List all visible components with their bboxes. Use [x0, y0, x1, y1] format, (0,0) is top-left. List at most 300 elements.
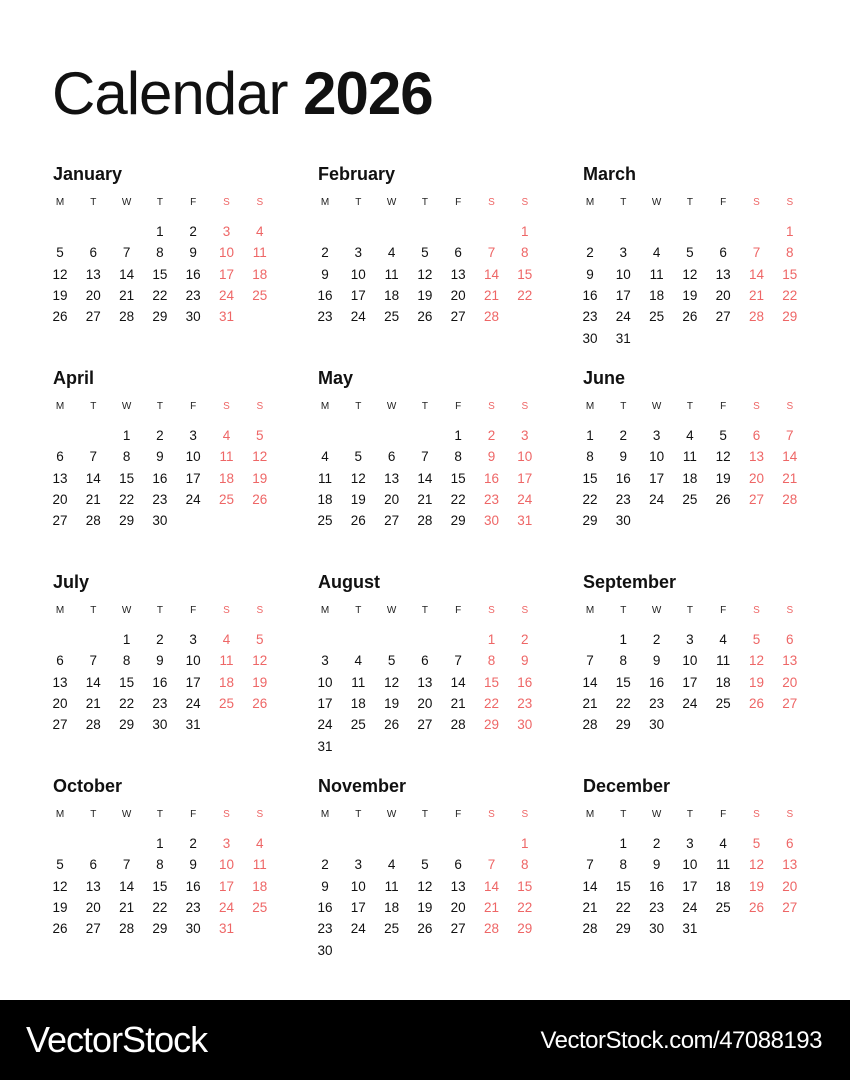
month-name: February — [318, 164, 396, 184]
day-cell: 7 — [89, 449, 98, 465]
weekday-header: T — [156, 605, 163, 616]
day-cell: 25 — [218, 695, 235, 711]
day-cell: 2 — [586, 245, 594, 261]
day-cell: 28 — [85, 513, 101, 529]
day-cell: 22 — [152, 287, 168, 303]
day-cell: 28 — [417, 513, 433, 529]
day-cell: 9 — [156, 653, 164, 669]
weekday-header: W — [121, 605, 132, 616]
day-cell: 20 — [450, 899, 466, 915]
day-cell: 15 — [119, 674, 135, 690]
day-cell: 26 — [252, 695, 268, 711]
day-cell: 17 — [517, 470, 533, 486]
day-cell: 12 — [52, 878, 68, 894]
weekday-header: W — [121, 401, 132, 412]
day-cell: 1 — [122, 632, 131, 647]
title-year: 2026 — [303, 60, 433, 127]
day-cell: 7 — [454, 653, 462, 669]
weekday-header: M — [585, 197, 595, 208]
day-cell: 7 — [122, 245, 131, 261]
day-cell: 24 — [682, 695, 698, 711]
day-cell: 5 — [387, 653, 396, 669]
day-cell: 22 — [517, 287, 533, 303]
day-cell: 7 — [786, 428, 794, 443]
day-cell: 13 — [782, 653, 798, 669]
day-cell: 15 — [517, 266, 533, 282]
day-cell: 27 — [85, 309, 101, 325]
day-cell: 23 — [317, 921, 333, 937]
day-cell: 8 — [521, 245, 529, 261]
weekday-header: T — [90, 809, 97, 820]
day-cell: 18 — [384, 899, 400, 915]
day-cell: 31 — [615, 330, 631, 346]
day-cell: 7 — [586, 653, 594, 669]
day-cell: 6 — [89, 857, 98, 873]
day-cell: 22 — [582, 491, 598, 507]
day-cell: 17 — [615, 287, 631, 303]
day-cell: 23 — [483, 491, 500, 507]
weekday-header: T — [156, 809, 163, 820]
footer-bar — [0, 1000, 850, 1080]
day-cell: 9 — [586, 266, 594, 282]
day-cell: 14 — [85, 674, 101, 690]
day-cell: 1 — [156, 224, 164, 239]
day-cell: 6 — [454, 245, 462, 261]
day-cell: 27 — [715, 309, 731, 325]
day-cell: 1 — [619, 632, 628, 647]
day-cell: 15 — [582, 470, 598, 486]
day-cell: 10 — [615, 266, 631, 282]
weekday-header: F — [190, 605, 197, 616]
month-name: September — [583, 572, 677, 592]
day-cell: 31 — [682, 921, 698, 937]
day-cell: 19 — [52, 899, 68, 915]
weekday-header: F — [720, 197, 727, 208]
day-cell: 18 — [649, 287, 665, 303]
day-cell: 27 — [52, 717, 68, 733]
day-cell: 22 — [119, 695, 135, 711]
day-cell: 3 — [321, 653, 329, 669]
day-cell: 11 — [252, 245, 267, 261]
day-cell: 15 — [119, 470, 135, 486]
day-cell: 4 — [686, 428, 694, 443]
day-cell: 2 — [321, 857, 329, 873]
day-cell: 3 — [686, 836, 694, 851]
day-cell: 7 — [421, 449, 429, 465]
day-cell: 2 — [189, 224, 197, 239]
day-cell: 26 — [417, 921, 433, 937]
day-cell: 23 — [649, 899, 665, 915]
day-cell: 11 — [384, 878, 399, 894]
day-cell: 9 — [652, 653, 661, 669]
day-cell: 31 — [517, 513, 533, 529]
day-cell: 22 — [615, 899, 631, 915]
weekday-header: S — [223, 197, 230, 208]
weekday-header: S — [786, 197, 794, 208]
day-cell: 21 — [119, 287, 135, 303]
day-cell: 20 — [85, 899, 101, 915]
day-cell: 30 — [649, 921, 665, 937]
weekday-header: W — [386, 605, 397, 616]
day-cell: 14 — [582, 674, 598, 690]
day-cell: 25 — [715, 695, 731, 711]
day-cell: 28 — [582, 717, 598, 733]
day-cell: 13 — [450, 266, 466, 282]
day-cell: 19 — [417, 287, 433, 303]
weekday-header: W — [651, 401, 662, 412]
day-cell: 12 — [52, 266, 68, 282]
weekday-header: T — [156, 401, 163, 412]
day-cell: 3 — [686, 632, 694, 647]
day-cell: 12 — [417, 878, 433, 894]
day-cell: 2 — [652, 632, 661, 647]
weekday-header: M — [55, 197, 65, 208]
day-cell: 1 — [156, 836, 164, 851]
day-cell: 10 — [682, 857, 698, 873]
day-cell: 19 — [384, 695, 400, 711]
month-name: January — [53, 164, 123, 184]
day-cell: 16 — [152, 470, 168, 486]
weekday-header: F — [455, 197, 462, 208]
day-cell: 4 — [387, 857, 396, 873]
day-cell: 2 — [652, 836, 661, 851]
day-cell: 11 — [716, 857, 731, 873]
day-cell: 20 — [384, 491, 400, 507]
day-cell: 10 — [317, 674, 333, 690]
weekday-header: W — [121, 197, 132, 208]
weekday-header: S — [786, 809, 794, 820]
day-cell: 28 — [582, 921, 598, 937]
weekday-header: T — [686, 605, 693, 616]
day-cell: 6 — [786, 632, 794, 647]
day-cell: 19 — [748, 878, 765, 894]
day-cell: 13 — [450, 878, 466, 894]
day-cell: 6 — [89, 245, 98, 261]
weekday-header: T — [355, 809, 362, 820]
day-cell: 27 — [417, 717, 433, 733]
weekday-header: W — [386, 197, 397, 208]
day-cell: 15 — [152, 266, 168, 282]
weekday-header: W — [651, 605, 662, 616]
weekday-header: T — [620, 197, 627, 208]
day-cell: 12 — [748, 857, 765, 873]
day-cell: 14 — [483, 878, 500, 894]
weekday-header: F — [455, 809, 462, 820]
day-cell: 8 — [619, 653, 628, 669]
weekday-header: S — [256, 605, 264, 616]
day-cell: 14 — [85, 470, 101, 486]
day-cell: 10 — [185, 449, 201, 465]
weekday-header: S — [753, 605, 760, 616]
day-cell: 21 — [582, 695, 598, 711]
day-cell: 19 — [715, 470, 731, 486]
day-cell: 25 — [252, 899, 268, 915]
day-cell: 15 — [615, 878, 631, 894]
day-cell: 28 — [483, 309, 500, 325]
day-cell: 12 — [384, 674, 400, 690]
day-cell: 21 — [85, 491, 101, 507]
day-cell: 8 — [122, 449, 131, 465]
day-cell: 17 — [350, 899, 366, 915]
weekday-header: S — [223, 401, 230, 412]
day-cell: 26 — [748, 695, 765, 711]
day-cell: 5 — [256, 632, 264, 647]
day-cell: 24 — [517, 491, 533, 507]
weekday-header: S — [753, 401, 760, 412]
day-cell: 26 — [52, 921, 68, 937]
day-cell: 7 — [752, 245, 761, 261]
day-cell: 20 — [748, 470, 765, 486]
day-cell: 1 — [122, 428, 131, 443]
weekday-header: T — [90, 197, 97, 208]
day-cell: 12 — [252, 449, 268, 465]
day-cell: 18 — [682, 470, 698, 486]
day-cell: 14 — [119, 266, 135, 282]
day-cell: 5 — [421, 857, 429, 873]
day-cell: 6 — [387, 449, 396, 465]
day-cell: 6 — [454, 857, 462, 873]
day-cell: 7 — [89, 653, 98, 669]
day-cell: 2 — [189, 836, 197, 851]
day-cell: 18 — [350, 695, 366, 711]
weekday-header: W — [651, 809, 662, 820]
weekday-header: F — [720, 809, 727, 820]
day-cell: 1 — [619, 836, 628, 851]
brand-logo: VectorStock — [26, 1019, 208, 1060]
day-cell: 24 — [185, 695, 201, 711]
day-cell: 11 — [317, 470, 332, 486]
day-cell: 18 — [252, 266, 268, 282]
day-cell: 12 — [748, 653, 765, 669]
day-cell: 21 — [417, 491, 433, 507]
day-cell: 31 — [218, 921, 235, 937]
day-cell: 8 — [786, 245, 794, 261]
day-cell: 2 — [156, 632, 164, 647]
weekday-header: M — [585, 605, 595, 616]
day-cell: 30 — [152, 513, 168, 529]
weekday-header: T — [355, 197, 362, 208]
day-cell: 5 — [719, 428, 727, 443]
day-cell: 11 — [219, 653, 234, 669]
day-cell: 8 — [487, 653, 496, 669]
day-cell: 13 — [85, 878, 101, 894]
day-cell: 4 — [321, 449, 329, 465]
day-cell: 21 — [85, 695, 101, 711]
day-cell: 23 — [517, 695, 533, 711]
day-cell: 3 — [189, 428, 197, 443]
day-cell: 30 — [152, 717, 168, 733]
day-cell: 18 — [218, 674, 235, 690]
day-cell: 13 — [52, 674, 68, 690]
day-cell: 29 — [615, 921, 631, 937]
day-cell: 23 — [615, 491, 631, 507]
day-cell: 3 — [189, 632, 197, 647]
month-name: December — [583, 776, 671, 796]
day-cell: 27 — [384, 513, 400, 529]
day-cell: 29 — [119, 513, 135, 529]
month-name: June — [583, 368, 626, 388]
day-cell: 18 — [317, 491, 333, 507]
day-cell: 12 — [417, 266, 433, 282]
day-cell: 30 — [185, 921, 201, 937]
day-cell: 24 — [649, 491, 665, 507]
day-cell: 5 — [354, 449, 363, 465]
weekday-header: T — [90, 401, 97, 412]
day-cell: 17 — [185, 470, 201, 486]
day-cell: 3 — [354, 245, 363, 261]
day-cell: 6 — [56, 653, 64, 669]
day-cell: 30 — [317, 942, 333, 958]
weekday-header: F — [190, 197, 197, 208]
day-cell: 26 — [417, 309, 433, 325]
day-cell: 16 — [317, 899, 333, 915]
day-cell: 2 — [619, 428, 628, 443]
day-cell: 28 — [119, 309, 135, 325]
day-cell: 3 — [619, 245, 628, 261]
day-cell: 4 — [387, 245, 396, 261]
day-cell: 9 — [189, 857, 197, 873]
day-cell: 5 — [56, 857, 64, 873]
day-cell: 3 — [521, 428, 529, 443]
day-cell: 16 — [185, 266, 201, 282]
day-cell: 24 — [317, 717, 333, 733]
day-cell: 20 — [715, 287, 731, 303]
day-cell: 14 — [748, 266, 765, 282]
day-cell: 29 — [152, 921, 168, 937]
day-cell: 20 — [85, 287, 101, 303]
day-cell: 10 — [350, 266, 366, 282]
day-cell: 18 — [218, 470, 235, 486]
day-cell: 11 — [649, 266, 664, 282]
day-cell: 8 — [156, 857, 164, 873]
day-cell: 30 — [615, 513, 631, 529]
weekday-header: T — [355, 401, 362, 412]
day-cell: 29 — [483, 717, 500, 733]
weekday-header: S — [488, 197, 495, 208]
day-cell: 25 — [350, 717, 366, 733]
weekday-header: M — [55, 809, 65, 820]
day-cell: 20 — [782, 674, 798, 690]
day-cell: 29 — [517, 921, 533, 937]
weekday-header: T — [355, 605, 362, 616]
day-cell: 19 — [682, 287, 698, 303]
day-cell: 19 — [748, 674, 765, 690]
day-cell: 17 — [682, 674, 698, 690]
day-cell: 10 — [218, 857, 235, 873]
day-cell: 9 — [487, 449, 496, 465]
day-cell: 1 — [487, 632, 496, 647]
day-cell: 24 — [682, 899, 698, 915]
day-cell: 5 — [752, 836, 761, 851]
page-title — [52, 58, 433, 130]
day-cell: 9 — [321, 266, 329, 282]
day-cell: 26 — [52, 309, 68, 325]
day-cell: 19 — [52, 287, 68, 303]
day-cell: 8 — [454, 449, 462, 465]
weekday-header: M — [320, 809, 330, 820]
title-text: Calendar — [52, 60, 288, 127]
day-cell: 26 — [350, 513, 366, 529]
day-cell: 21 — [748, 287, 765, 303]
day-cell: 23 — [649, 695, 665, 711]
day-cell: 5 — [752, 632, 761, 647]
weekday-header: W — [386, 809, 397, 820]
weekday-header: T — [686, 197, 693, 208]
day-cell: 6 — [421, 653, 429, 669]
day-cell: 23 — [152, 695, 168, 711]
day-cell: 8 — [156, 245, 164, 261]
day-cell: 30 — [185, 309, 201, 325]
day-cell: 7 — [586, 857, 594, 873]
weekday-header: S — [521, 197, 529, 208]
day-cell: 29 — [782, 309, 798, 325]
day-cell: 20 — [782, 878, 798, 894]
day-cell: 30 — [483, 513, 500, 529]
day-cell: 13 — [748, 449, 765, 465]
weekday-header: F — [190, 401, 197, 412]
day-cell: 28 — [119, 921, 135, 937]
day-cell: 27 — [748, 491, 765, 507]
day-cell: 17 — [218, 266, 235, 282]
day-cell: 27 — [52, 513, 68, 529]
day-cell: 20 — [450, 287, 466, 303]
day-cell: 24 — [218, 287, 235, 303]
day-cell: 27 — [85, 921, 101, 937]
day-cell: 25 — [317, 513, 333, 529]
day-cell: 4 — [354, 653, 363, 669]
day-cell: 17 — [185, 674, 201, 690]
day-cell: 1 — [586, 428, 594, 443]
day-cell: 22 — [517, 899, 533, 915]
day-cell: 14 — [450, 674, 466, 690]
day-cell: 17 — [649, 470, 665, 486]
day-cell: 17 — [317, 695, 333, 711]
day-cell: 10 — [517, 449, 533, 465]
day-cell: 9 — [652, 857, 661, 873]
day-cell: 22 — [615, 695, 631, 711]
day-cell: 9 — [321, 878, 329, 894]
day-cell: 11 — [716, 653, 731, 669]
day-cell: 8 — [619, 857, 628, 873]
weekday-header: S — [488, 605, 495, 616]
day-cell: 14 — [782, 449, 798, 465]
day-cell: 10 — [682, 653, 698, 669]
day-cell: 20 — [52, 695, 68, 711]
day-cell: 21 — [782, 470, 798, 486]
day-cell: 11 — [351, 674, 366, 690]
day-cell: 25 — [252, 287, 268, 303]
day-cell: 26 — [252, 491, 268, 507]
day-cell: 8 — [122, 653, 131, 669]
day-cell: 27 — [450, 309, 466, 325]
day-cell: 11 — [384, 266, 399, 282]
month-name: October — [53, 776, 123, 796]
day-cell: 12 — [715, 449, 731, 465]
day-cell: 21 — [450, 695, 466, 711]
day-cell: 13 — [417, 674, 433, 690]
day-cell: 18 — [384, 287, 400, 303]
day-cell: 4 — [719, 836, 727, 851]
day-cell: 30 — [649, 717, 665, 733]
weekday-header: S — [256, 197, 264, 208]
day-cell: 16 — [649, 674, 665, 690]
day-cell: 14 — [483, 266, 500, 282]
day-cell: 16 — [649, 878, 665, 894]
day-cell: 12 — [682, 266, 698, 282]
day-cell: 1 — [454, 428, 462, 443]
weekday-header: S — [256, 809, 264, 820]
day-cell: 4 — [652, 245, 661, 261]
